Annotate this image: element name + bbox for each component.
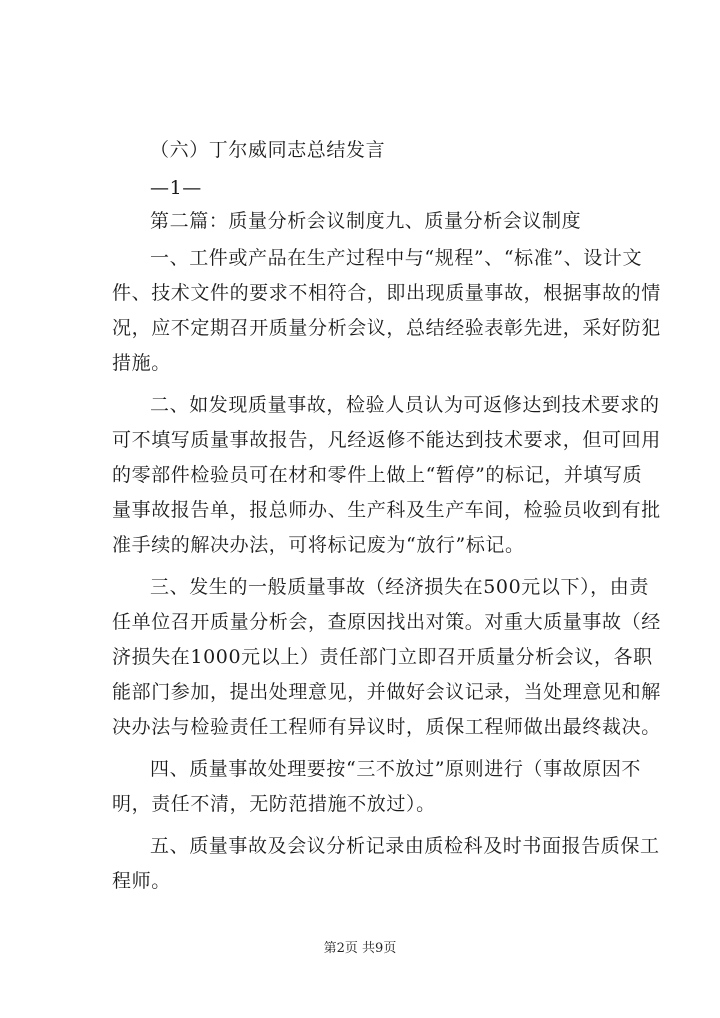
paragraph-1-line-2: 件、技术文件的要求不相符合，即出现质量事故，根据事故的情: [112, 282, 661, 304]
paragraph-5-line-1: 五、质量事故及会议分析记录由质检科及时书面报告质保工: [150, 835, 660, 857]
paragraph-3-line-2: 任单位召开质量分析会，查原因找出对策。对重大质量事故（经: [112, 611, 661, 633]
paragraph-2-line-2: 可不填写质量事故报告，凡经返修不能达到技术要求，但可回用: [112, 429, 661, 451]
paragraph-1-line-4: 措施。: [112, 352, 171, 374]
paragraph-4-line-2: 明，责任不清，无防范措施不放过）。: [112, 793, 436, 815]
paragraph-3-line-5: 决办法与检验责任工程师有异议时，质保工程师做出最终裁决。: [112, 716, 661, 738]
heading-line: （六）丁尔威同志总结发言: [150, 139, 386, 161]
paragraph-1-line-1: 一、工件或产品在生产过程中与“规程”、“标准”、设计文: [150, 247, 643, 269]
paragraph-4-line-1: 四、质量事故处理要按“三不放过”原则进行（事故原因不: [150, 758, 642, 780]
page-footer: 第2页 共9页: [323, 941, 397, 956]
paragraph-5-line-2: 程师。: [112, 870, 171, 892]
paragraph-3-line-1: 三、发生的一般质量事故（经济损失在500元以下），由责: [150, 576, 649, 598]
paragraph-3-line-3: 济损失在1000元以上）责任部门立即召开质量分析会议，各职: [112, 646, 653, 668]
paragraph-1-line-3: 况，应不定期召开质量分析会议，总结经验表彰先进，采好防犯: [112, 317, 661, 339]
paragraph-3-line-4: 能部门参加，提出处理意见，并做好会议记录，当处理意见和解: [112, 681, 661, 703]
paragraph-2-line-3: 的零部件检验员可在材和零件上做上“暂停”的标记，并填写质: [112, 464, 643, 486]
section-title: 第二篇：质量分析会议制度九、质量分析会议制度: [150, 210, 582, 232]
page-marker: —1—: [150, 177, 202, 199]
paragraph-2-line-4: 量事故报告单，报总师办、生产科及生产车间，检验员收到有批: [112, 499, 661, 521]
paragraph-2-line-1: 二、如发现质量事故，检验人员认为可返修达到技术要求的: [150, 394, 660, 416]
paragraph-2-line-5: 准手续的解决办法，可将标记废为“放行”标记。: [112, 534, 525, 556]
